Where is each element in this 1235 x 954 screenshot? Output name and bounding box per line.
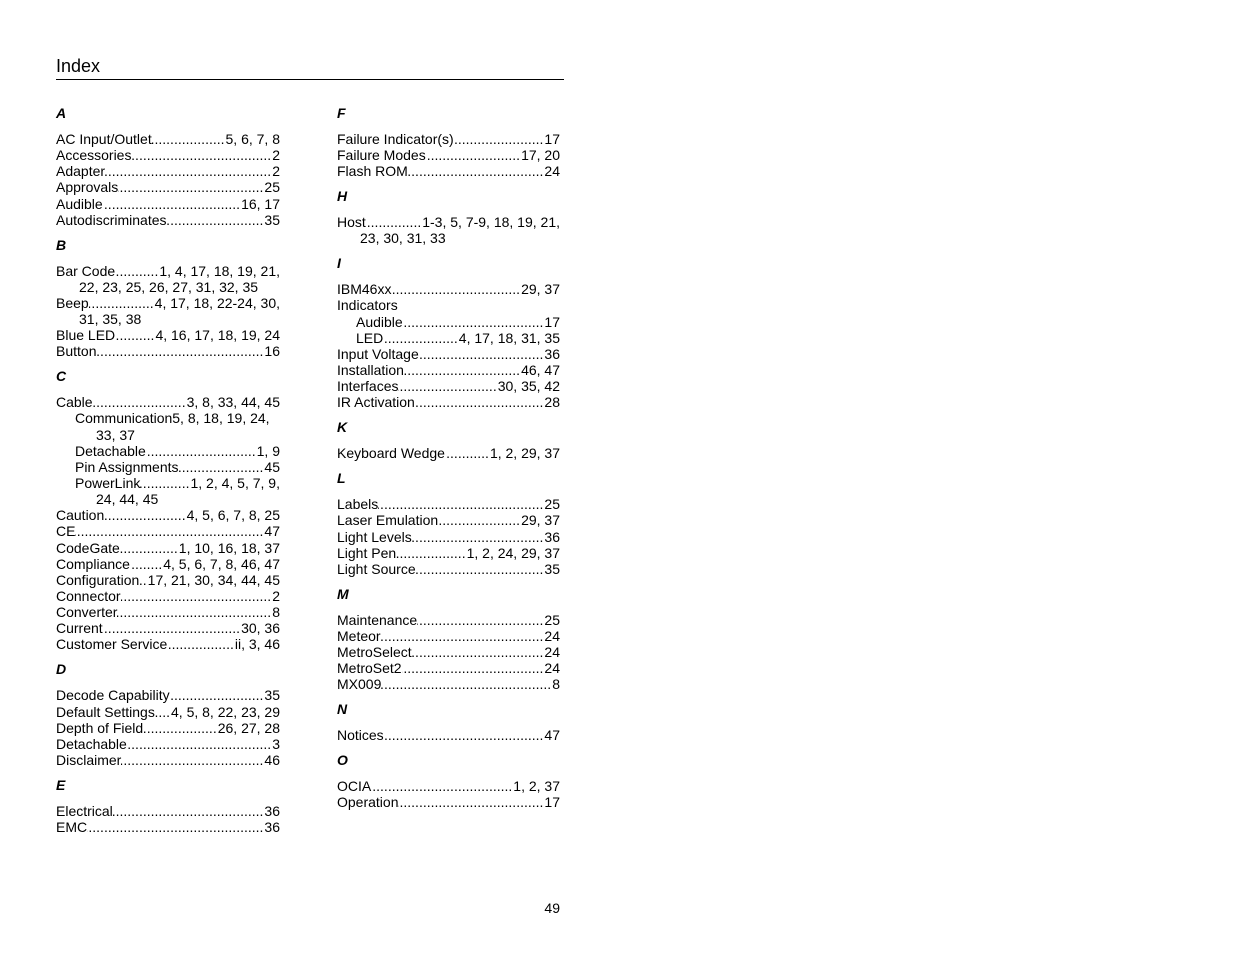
index-entry: [56, 131, 280, 147]
entry-pages: ii, 3, 46: [234, 636, 280, 653]
dot-leader: [366, 214, 422, 230]
entry-pages: 4, 5, 6, 7, 8, 25: [186, 507, 280, 524]
entry-pages: 17: [544, 794, 560, 811]
entry-pages: 3: [272, 735, 280, 752]
index-entry: [56, 327, 280, 343]
entry-term: MetroSelect: [337, 644, 412, 661]
dot-leader: [75, 523, 264, 539]
dot-leader: [408, 163, 545, 179]
dot-leader: [404, 362, 521, 378]
index-entry: [337, 147, 560, 163]
index-section-h: [337, 188, 560, 246]
dot-leader: [155, 704, 171, 720]
section-letter: A: [56, 105, 67, 121]
index-entry: [337, 281, 560, 297]
entry-term: Configuration: [56, 571, 140, 588]
entry-term: Interfaces: [337, 378, 399, 395]
entry-term: Installation: [337, 362, 404, 379]
dot-leader: [139, 572, 147, 588]
index-entry: [56, 343, 280, 359]
entry-continuation: 23, 30, 31, 33: [360, 230, 446, 247]
dot-leader: [140, 475, 190, 491]
entry-pages: 1, 2, 29, 37: [489, 445, 560, 462]
entry-term: Autodiscriminates: [56, 211, 167, 228]
dot-leader: [371, 778, 513, 794]
entry-term: Pin Assignments: [75, 458, 179, 475]
dot-leader: [113, 803, 265, 819]
entry-pages: 29, 37: [521, 281, 560, 298]
index-entry: [56, 540, 280, 556]
index-entry: [337, 214, 560, 230]
entry-term: PowerLink: [75, 475, 141, 492]
entry-term: Accessories: [56, 147, 132, 164]
index-entry: [56, 819, 280, 835]
entry-term: Failure Indicator(s): [337, 130, 454, 147]
index-entry: [56, 736, 280, 752]
index-entry: [56, 147, 280, 163]
index-entry: [337, 378, 560, 394]
dot-leader: [143, 720, 218, 736]
section-letter: I: [337, 255, 341, 272]
dot-leader: [396, 545, 466, 561]
dot-leader: [131, 147, 272, 163]
entry-pages: 2: [272, 163, 280, 180]
entry-term: Maintenance: [337, 611, 418, 628]
index-entry: [337, 362, 560, 378]
index-subentry: [56, 443, 280, 459]
index-entry: [337, 346, 560, 362]
index-entry: [56, 263, 280, 279]
entry-pages: 5, 8, 18, 19, 24,: [172, 410, 270, 427]
dot-leader: [118, 179, 264, 195]
entry-continuation: 31, 35, 38: [79, 311, 142, 328]
index-subentry: [56, 459, 280, 475]
index-section-c: [56, 368, 280, 652]
entry-term: Failure Modes: [337, 147, 426, 164]
entry-pages: 29, 37: [521, 512, 560, 529]
entry-pages: 4, 17, 18, 22-24, 30,: [154, 294, 280, 311]
entry-pages: 28: [544, 394, 560, 411]
dot-leader: [454, 131, 545, 147]
dot-leader: [383, 330, 459, 346]
dot-leader: [120, 540, 179, 556]
entry-pages: 8: [272, 604, 280, 621]
section-letter: H: [337, 188, 348, 205]
entry-pages: 16, 17: [241, 195, 280, 212]
entry-pages: 30, 35, 42: [497, 378, 560, 395]
index-entry: [337, 644, 560, 660]
dot-leader: [127, 736, 272, 752]
index-section-f: [337, 105, 560, 179]
entry-pages: 17: [544, 130, 560, 147]
entry-pages: 1, 4, 17, 18, 19, 21,: [159, 262, 280, 279]
entry-term: Meteor: [337, 627, 381, 644]
entry-pages: 5, 6, 7, 8: [225, 130, 280, 147]
entry-term: Indicators: [337, 297, 398, 314]
entry-pages: 8: [552, 676, 560, 693]
entry-term: Detachable: [56, 735, 127, 752]
entry-pages: 45: [264, 458, 280, 475]
dot-leader: [398, 378, 497, 394]
entry-pages: 2: [272, 588, 280, 605]
entry-term: CodeGate: [56, 539, 120, 556]
dot-leader: [384, 727, 545, 743]
entry-term: MetroSet2: [337, 660, 402, 677]
section-letter: M: [337, 585, 349, 602]
entry-term: Labels: [337, 496, 379, 513]
dot-leader: [130, 556, 163, 572]
dot-leader: [179, 459, 265, 475]
index-section-m: [337, 586, 560, 693]
section-letter: O: [337, 752, 348, 769]
page-number: 49: [544, 900, 560, 916]
entry-pages: 2: [272, 147, 280, 164]
entry-term: Input Voltage: [337, 345, 419, 362]
dot-leader: [398, 794, 544, 810]
entry-term: Audible: [356, 313, 403, 330]
entry-pages: 47: [264, 523, 280, 540]
index-section-l: [337, 470, 560, 577]
entry-pages: 1, 9: [256, 442, 280, 459]
entry-term: IR Activation: [337, 394, 415, 411]
dot-leader: [417, 612, 544, 628]
dot-leader: [103, 620, 241, 636]
entry-term: Depth of Field: [56, 719, 144, 736]
dot-leader: [403, 314, 545, 330]
entry-term: Electrical: [56, 802, 113, 819]
entry-pages: 35: [264, 211, 280, 228]
index-subentry: [56, 475, 280, 491]
dot-leader: [416, 561, 545, 577]
dot-leader: [115, 263, 159, 279]
index-subentry: [56, 410, 280, 426]
entry-pages: 46: [264, 751, 280, 768]
index-entry: [56, 588, 280, 604]
index-column-left: [56, 105, 280, 835]
dot-leader: [146, 443, 257, 459]
index-entry: [337, 561, 560, 577]
entry-pages: 1, 2, 37: [513, 778, 560, 795]
entry-pages: 17, 21, 30, 34, 44, 45: [147, 571, 280, 588]
index-entry: [56, 572, 280, 588]
entry-pages: 1, 10, 16, 18, 37: [178, 539, 280, 556]
dot-leader: [103, 196, 241, 212]
index-entry: [337, 394, 560, 410]
entry-term: LED: [356, 329, 384, 346]
entry-pages: 1-3, 5, 7-9, 18, 19, 21,: [422, 214, 560, 231]
entry-term: MX009: [337, 676, 382, 693]
section-letter: D: [56, 661, 67, 678]
index-section-k: [337, 419, 560, 461]
dot-leader: [167, 212, 265, 228]
entry-term: Bar Code: [56, 262, 116, 279]
entry-term: Adapter: [56, 163, 106, 180]
entry-term: OCIA: [337, 778, 372, 795]
dot-leader: [87, 819, 264, 835]
entry-term: Default Settings: [56, 703, 155, 720]
dot-leader: [170, 687, 265, 703]
entry-pages: 24: [544, 163, 560, 180]
entry-pages: 17, 20: [521, 147, 560, 164]
section-letter: L: [337, 470, 346, 487]
index-entry: [337, 131, 560, 147]
entry-pages: 35: [544, 560, 560, 577]
index-entry: [56, 394, 280, 410]
entry-term: Customer Service: [56, 636, 168, 653]
entry-term: Communication: [75, 410, 173, 427]
entry-pages: 26, 27, 28: [217, 719, 280, 736]
dot-leader: [121, 752, 264, 768]
index-entry: [337, 778, 560, 794]
index-entry: [56, 212, 280, 228]
index-entry: [56, 523, 280, 539]
section-letter: E: [56, 776, 66, 793]
entry-term: Blue LED: [56, 327, 116, 344]
dot-leader: [121, 588, 273, 604]
index-entry: [337, 512, 560, 528]
index-entry: [337, 297, 560, 313]
index-entry: [56, 196, 280, 212]
entry-pages: 24: [544, 660, 560, 677]
dot-leader: [381, 628, 545, 644]
section-letter: F: [337, 105, 346, 121]
index-entry: [56, 604, 280, 620]
index-entry: [337, 628, 560, 644]
entry-pages: 25: [264, 179, 280, 196]
entry-pages: 46, 47: [521, 362, 560, 379]
dot-leader: [89, 295, 155, 311]
dot-leader: [117, 604, 272, 620]
dot-leader: [105, 163, 272, 179]
entry-term: Cable: [56, 394, 93, 411]
entry-term: Disclaimer: [56, 751, 122, 768]
index-section-d: [56, 661, 280, 768]
dot-leader: [391, 281, 521, 297]
index-entry: [337, 545, 560, 561]
entry-term: Flash ROM: [337, 163, 408, 180]
entry-pages: 17: [544, 313, 560, 330]
index-entry: [56, 556, 280, 572]
entry-term: Light Levels: [337, 528, 412, 545]
entry-term: Connector: [56, 588, 121, 605]
dot-leader: [445, 445, 490, 461]
entry-term: Current: [56, 620, 103, 637]
entry-term: Detachable: [75, 442, 146, 459]
index-entry: [337, 727, 560, 743]
entry-pages: 35: [264, 687, 280, 704]
dot-leader: [381, 676, 552, 692]
index-section-o: [337, 752, 560, 810]
entry-pages: 4, 17, 18, 31, 35: [458, 329, 560, 346]
dot-leader: [402, 660, 545, 676]
index-entry: [56, 720, 280, 736]
dot-leader: [438, 512, 521, 528]
dot-leader: [412, 529, 545, 545]
entry-continuation: 33, 37: [96, 426, 135, 443]
entry-term: Notices: [337, 727, 384, 744]
entry-pages: 4, 5, 8, 22, 23, 29: [171, 703, 280, 720]
section-letter: C: [56, 368, 67, 385]
entry-term: CE: [56, 523, 76, 540]
index-section-e: [56, 777, 280, 835]
index-subentry: [337, 330, 560, 346]
entry-term: AC Input/Outlet: [56, 130, 152, 147]
index-entry: [56, 507, 280, 523]
entry-term: Converter: [56, 604, 118, 621]
index-section-a: [56, 105, 280, 228]
entry-pages: 4, 5, 6, 7, 8, 46, 47: [163, 555, 280, 572]
entry-term: Host: [337, 214, 366, 231]
index-entry: [337, 676, 560, 692]
index-entry: [337, 612, 560, 628]
index-entry: [337, 163, 560, 179]
entry-pages: 30, 36: [241, 620, 280, 637]
entry-term: IBM46xx: [337, 281, 392, 298]
dot-leader: [152, 131, 226, 147]
entry-pages: 36: [544, 345, 560, 362]
title-rule: [56, 79, 564, 80]
entry-term: Compliance: [56, 555, 130, 572]
entry-term: Light Pen: [337, 544, 397, 561]
dot-leader: [115, 327, 155, 343]
dot-leader: [426, 147, 521, 163]
index-entry: [337, 496, 560, 512]
index-column-right: [337, 105, 560, 811]
entry-term: Laser Emulation: [337, 512, 439, 529]
entry-pages: 4, 16, 17, 18, 19, 24: [155, 327, 280, 344]
entry-term: Audible: [56, 195, 103, 212]
dot-leader: [104, 507, 186, 523]
index-entry: [337, 445, 560, 461]
section-letter: K: [337, 419, 348, 436]
index-entry: [56, 179, 280, 195]
entry-term: EMC: [56, 819, 88, 836]
dot-leader: [415, 394, 545, 410]
entry-pages: 24: [544, 644, 560, 661]
page-title: Index: [56, 56, 101, 76]
entry-pages: 24: [544, 627, 560, 644]
index-section-i: [337, 255, 560, 410]
entry-pages: 25: [544, 496, 560, 513]
index-entry: [56, 752, 280, 768]
entry-continuation: 24, 44, 45: [96, 491, 159, 508]
entry-pages: 1, 2, 24, 29, 37: [466, 544, 560, 561]
entry-term: Keyboard Wedge: [337, 445, 445, 462]
index-entry: [56, 295, 280, 311]
index-section-n: [337, 701, 560, 743]
entry-continuation: 22, 23, 25, 26, 27, 31, 32, 35: [79, 278, 259, 295]
index-entry: [56, 163, 280, 179]
dot-leader: [96, 343, 264, 359]
dot-leader: [167, 636, 235, 652]
section-letter: N: [337, 701, 348, 718]
entry-pages: 16: [264, 343, 280, 360]
dot-leader: [93, 394, 187, 410]
entry-pages: 25: [544, 611, 560, 628]
index-entry: [56, 620, 280, 636]
index-entry: [337, 529, 560, 545]
index-entry: [56, 803, 280, 819]
index-entry: [56, 687, 280, 703]
entry-term: Button: [56, 343, 97, 360]
index-entry: [56, 704, 280, 720]
index-entry: [56, 636, 280, 652]
entry-term: Light Source: [337, 560, 416, 577]
index-entry: [337, 794, 560, 810]
entry-pages: 36: [264, 802, 280, 819]
entry-pages: 47: [544, 727, 560, 744]
entry-pages: 3, 8, 33, 44, 45: [186, 394, 280, 411]
entry-pages: 36: [544, 528, 560, 545]
index-entry: [337, 660, 560, 676]
entry-pages: 36: [264, 819, 280, 836]
entry-term: Operation: [337, 794, 399, 811]
entry-term: Approvals: [56, 179, 119, 196]
entry-term: Beep: [56, 294, 89, 311]
dot-leader: [419, 346, 545, 362]
dot-leader: [412, 644, 545, 660]
dot-leader: [378, 496, 544, 512]
index-subentry: [337, 314, 560, 330]
entry-pages: 1, 2, 4, 5, 7, 9,: [190, 475, 280, 492]
entry-term: Caution: [56, 507, 105, 524]
entry-term: Decode Capability: [56, 687, 170, 704]
index-section-b: [56, 237, 280, 360]
section-letter: B: [56, 236, 67, 253]
